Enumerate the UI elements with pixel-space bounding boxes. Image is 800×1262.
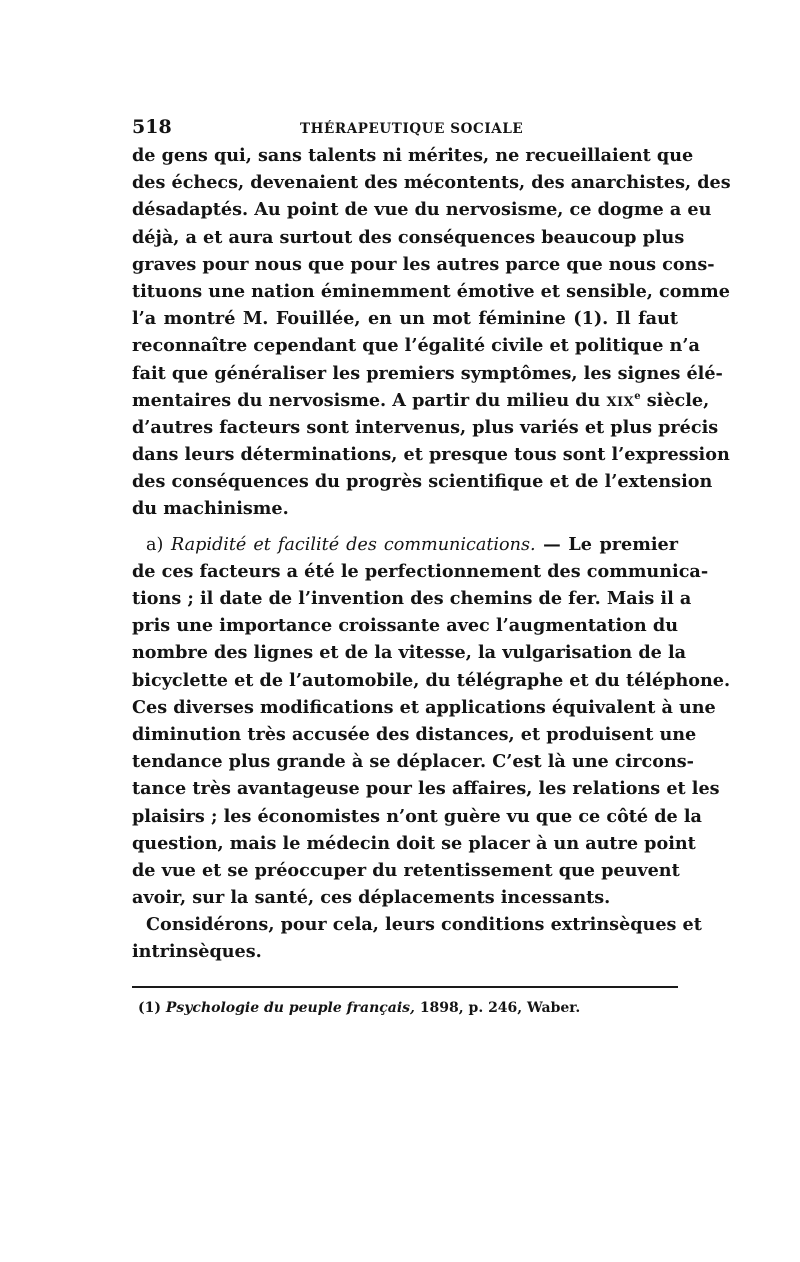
text-line: bicyclette et de l’automobile, du télégraphe et du téléphone. [132,669,731,691]
footnote-details: 1898, p. 246, Waber. [419,999,581,1016]
text-line: déjà, a et aura surtout des conséquences beaucoup plus [132,226,685,248]
text-line: pris une importance croissante avec l’augmentation du [132,615,678,637]
text-line: dans leurs déterminations, et presque tous sont l’expression [132,444,730,466]
footnote [132,998,678,1018]
text-line: diminution très accusée des distances, et produisent une [132,723,697,745]
text-line: question, mais le médecin doit se placer à un autre point [132,832,696,854]
text-line: l’a montré M. Fouillée, en un mot féminine (1). Il faut [132,308,678,330]
text-line: désadaptés. Au point de vue du nervosisme, ce dogme a eu [132,199,712,221]
section-letter: a) [146,534,164,555]
paragraph-3 [132,911,702,965]
text-line: plaisirs ; les économistes n’ont guère vu que ce côté de la [132,805,702,827]
page-number: 518 [132,116,172,138]
text-segment: mentaires du nervosisme. A partir du milieu du [132,389,607,411]
text-line: du machinisme. [132,498,289,520]
century-superscript: e [634,390,641,402]
text-line: de vue et se préoccuper du retentissement que peuvent [132,859,680,881]
text-line: Considérons, pour cela, leurs conditions extrinsèques et [146,914,702,936]
paragraph-2 [132,531,731,912]
text-line [132,387,710,414]
text-segment: siècle, [646,389,710,411]
section-heading-line [132,531,678,558]
text-line: nombre des lignes et de la vitesse, la vulgarisation de la [132,642,687,664]
text-line: des conséquences du progrès scientifique et de l’extension [132,471,713,493]
footnote-divider [132,986,678,988]
text-line: reconnaître cependant que l’égalité civile et politique n’a [132,335,700,357]
footnote-marker: (1) [138,999,161,1016]
paragraph-1 [132,142,731,523]
text-line: tions ; il date de l’invention des chemins de fer. Mais il a [132,588,692,609]
century-roman: XIX [606,394,635,410]
section-heading: Rapidité et facilité des communications. [170,534,536,555]
text-line: graves pour nous que pour les autres parce que nous cons- [132,253,715,275]
running-header [132,112,678,142]
footnote-title: Psychologie du peuple français, [165,999,415,1016]
text-line: d’autres facteurs sont intervenus, plus variés et plus précis [132,416,719,438]
text-line: avoir, sur la santé, ces déplacements incessants. [132,887,611,909]
running-title: THÉRAPEUTIQUE SOCIALE [300,121,524,137]
text-line: de gens qui, sans talents ni mérites, ne recueillaient que [132,145,694,166]
text-line: fait que généraliser les premiers symptômes, les signes élé- [132,362,723,384]
book-page [132,112,731,1018]
text-line: des échecs, devenaient des mécontents, des anarchistes, des [132,172,731,194]
text-line: intrinsèques. [132,941,262,963]
text-line: tituons une nation éminemment émotive et sensible, comme [132,280,730,302]
text-line: de ces facteurs a été le perfectionnement des communica- [132,560,709,582]
text-segment: — Le premier [535,533,678,555]
text-line: tance très avantageuse pour les affaires, les relations et les [132,778,720,800]
text-line: tendance plus grande à se déplacer. C’est là une circons- [132,751,694,773]
text-line: Ces diverses modifications et applications équivalent à une [132,696,716,718]
